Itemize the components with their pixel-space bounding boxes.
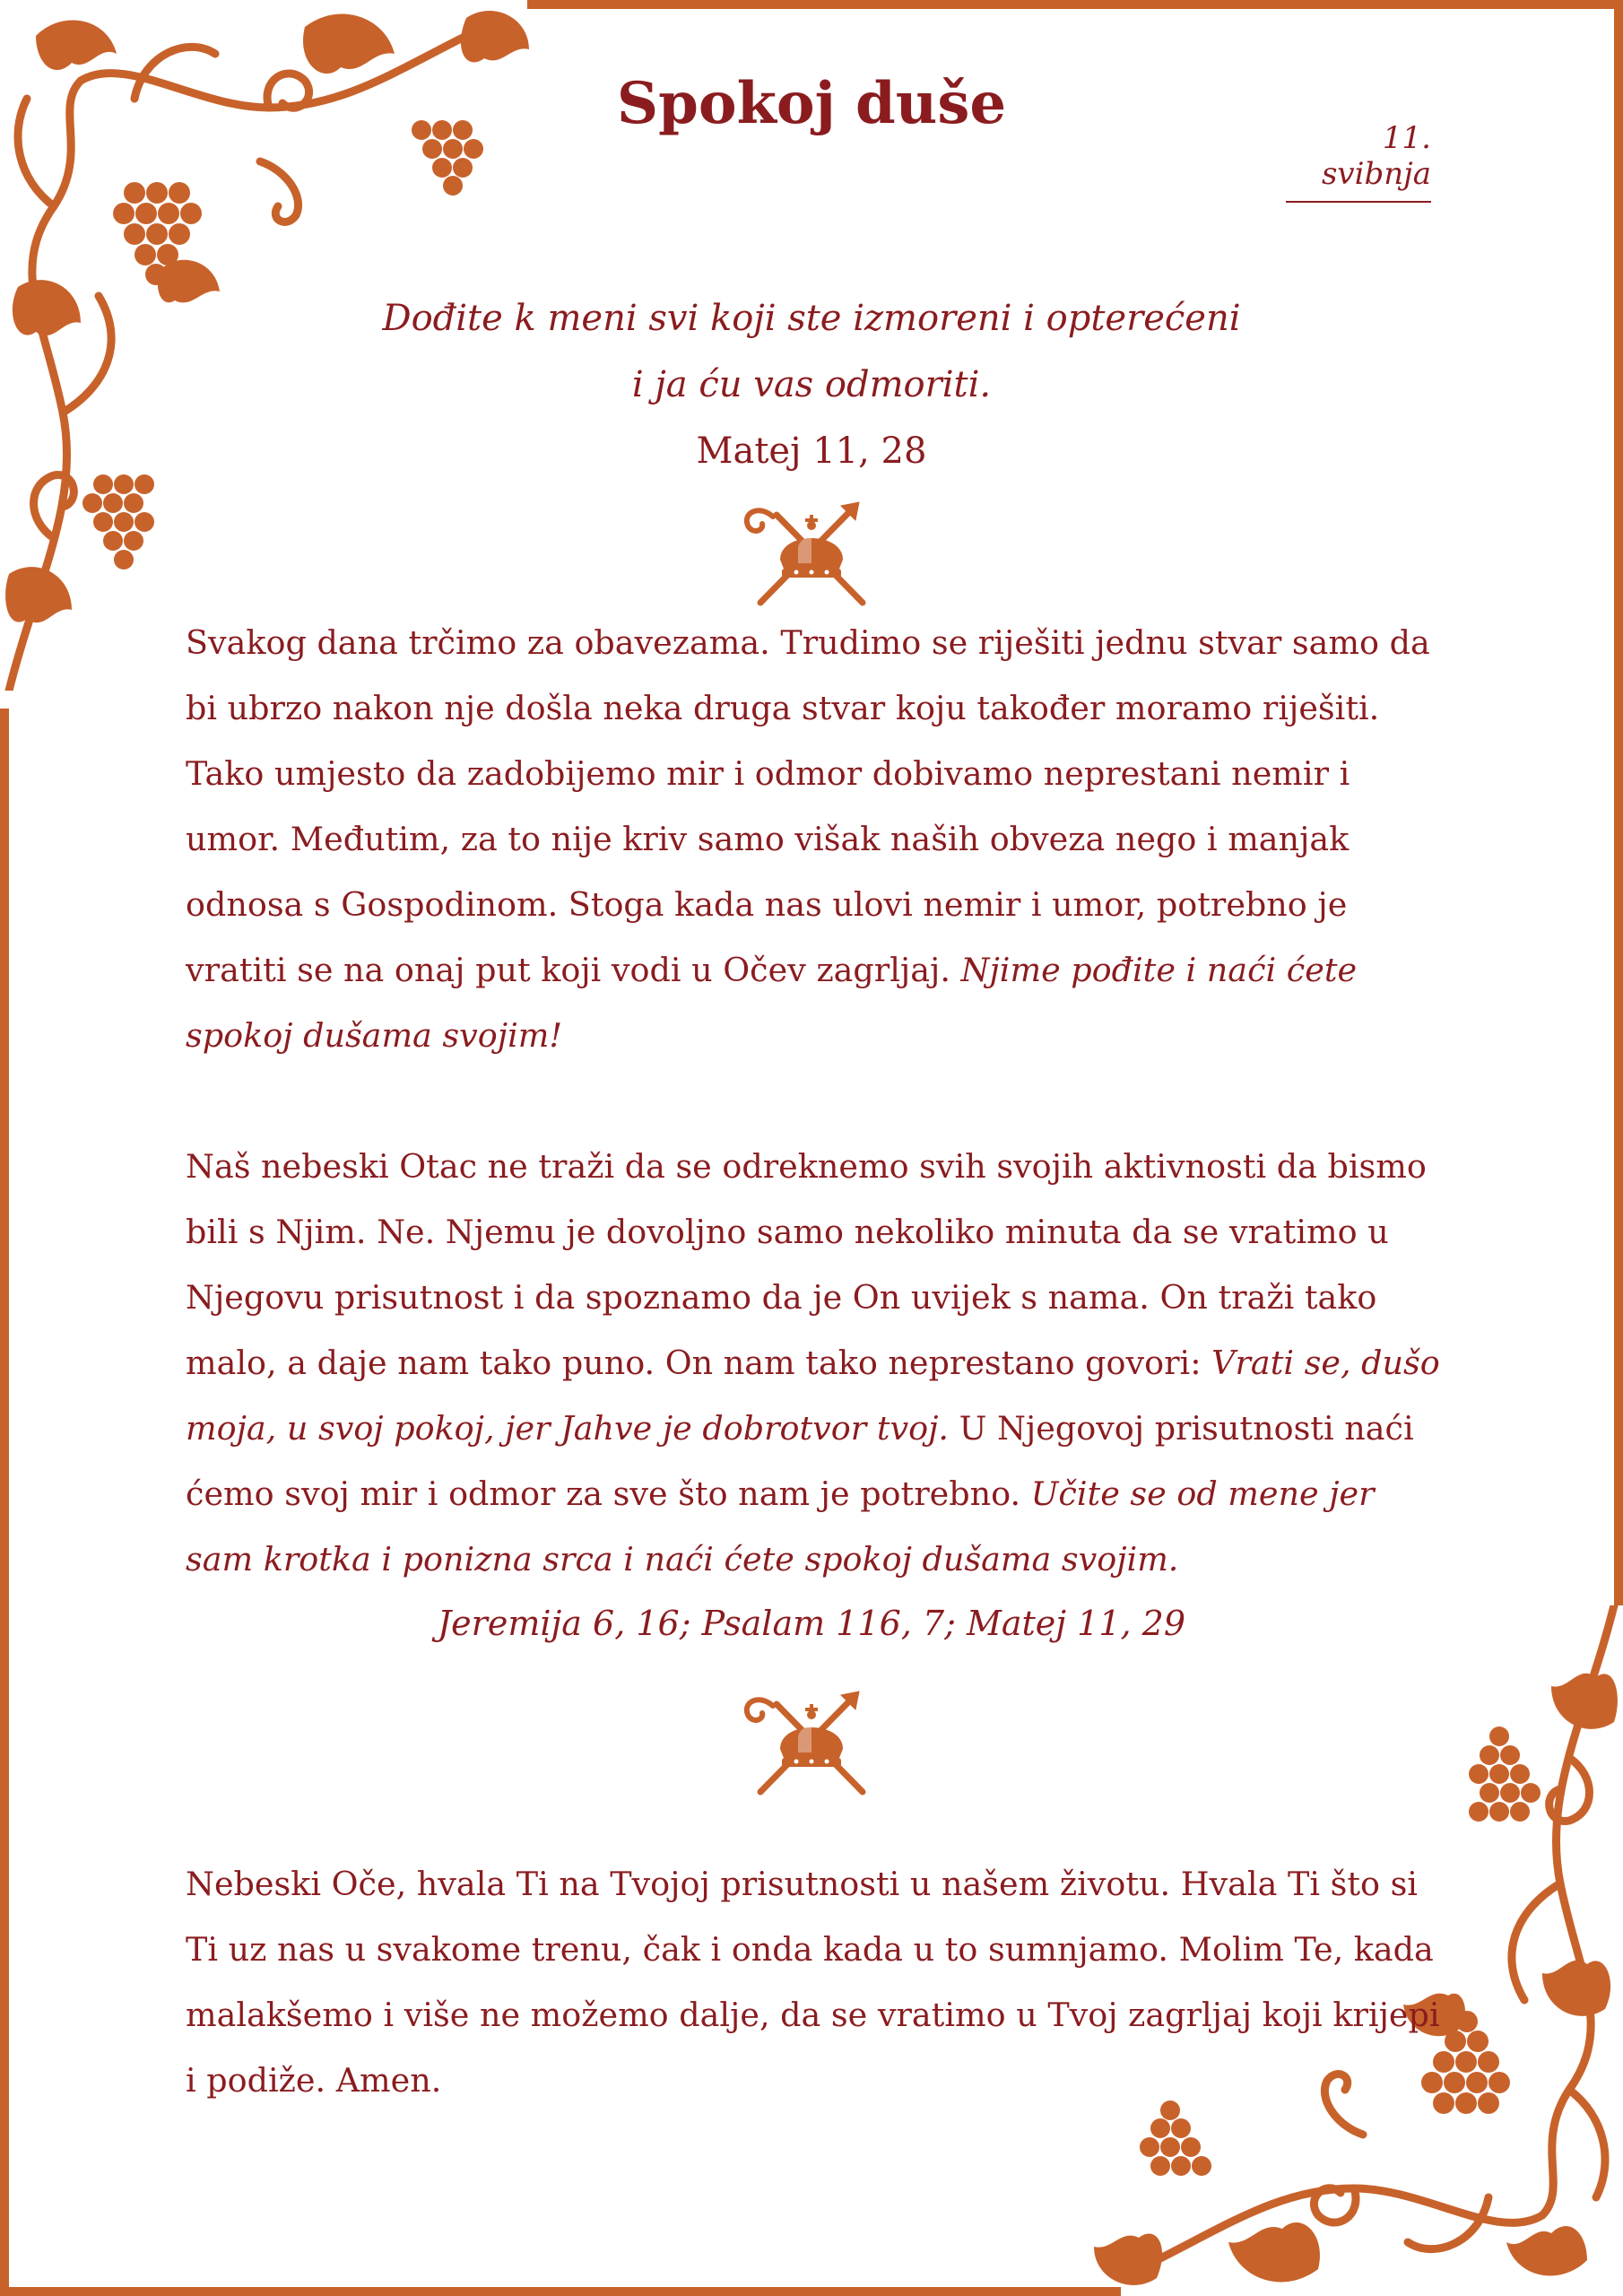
verse-line-1: Dođite k meni svi koji ste izmoreni i opterećeni [382,298,1241,339]
date-label: 11. svibnja [1286,120,1431,203]
verse-reference: Matej 11, 28 [696,430,927,472]
page-title: Spokoj duše [616,70,1007,137]
prayer-paragraph: Nebeski Oče, hvala Ti na Tvojoj prisutnosti u našem životu. Hvala Ti što si Ti uz nas u svakome trenu, čak i onda kada u to sumnjamo. Molim Te, kada malakšemo i više ne možemo dalje, da se vratimo u Tvoj zagrljaj koji krijepi i podiže. Amen. [186,1865,1440,2100]
paragraph-2-italic-2: Učite se od mene jer sam krotka i ponizna srca i naći ćete spokoj dušama svojim. [186,1474,1375,1578]
frame-left-line [0,709,9,2296]
frame-top-line [527,0,1623,9]
paragraph-2-text-2: U Njegovoj prisutnosti naći ćemo svoj mir i odmor za sve što nam je potrebno. [186,1409,1414,1513]
paragraph-2-italic-1: Vrati se, dušo moja, u svoj pokoj, jer Jahve je dobrotvor tvoj. [186,1344,1440,1448]
paragraph-2-text-1: Naš nebeski Otac ne traži da se odreknemo svih svojih aktivnosti da bismo bili s Njim. Ne. Njemu je dovoljno samo nekoliko minuta da se vratimo u Njegovu prisutnost i da spoznamo da je On uvijek s nama. On traži tako malo, a daje nam tako puno. On nam tako neprestano govori: [186,1147,1427,1382]
frame-right-line [1614,0,1623,1605]
paragraph-1-italic: Njime pođite i naći ćete spokoj dušama svojim! [186,951,1358,1055]
crown-crozier-sword-icon [741,1684,882,1801]
paragraph-2 [186,1134,1441,1592]
verse-line-2: i ja ću vas odmoriti. [631,364,992,405]
opening-verse [0,285,1623,484]
frame-bottom-line [0,2287,1121,2296]
crown-crozier-sword-icon [741,495,882,612]
paragraph-1 [186,610,1441,1068]
paragraph-1-text: Svakog dana trčimo za obavezama. Trudimo se riješiti jednu stvar samo da bi ubrzo nakon nje došla neka druga stvar koju također moramo riješiti. Tako umjesto da zadobijemo mir i odmor dobivamo neprestani nemir i umor. Međutim, za to nije kriv samo višak naših obveza nego i manjak odnosa s Gospodinom. Stoga kada nas ulovi nemir i umor, potrebno je vratiti se na onaj put koji vodi u Očev zagrljaj. [186,623,1430,989]
paragraph-2-reference: Jeremija 6, 16; Psalam 116, 7; Matej 11, 29 [437,1604,1186,1643]
